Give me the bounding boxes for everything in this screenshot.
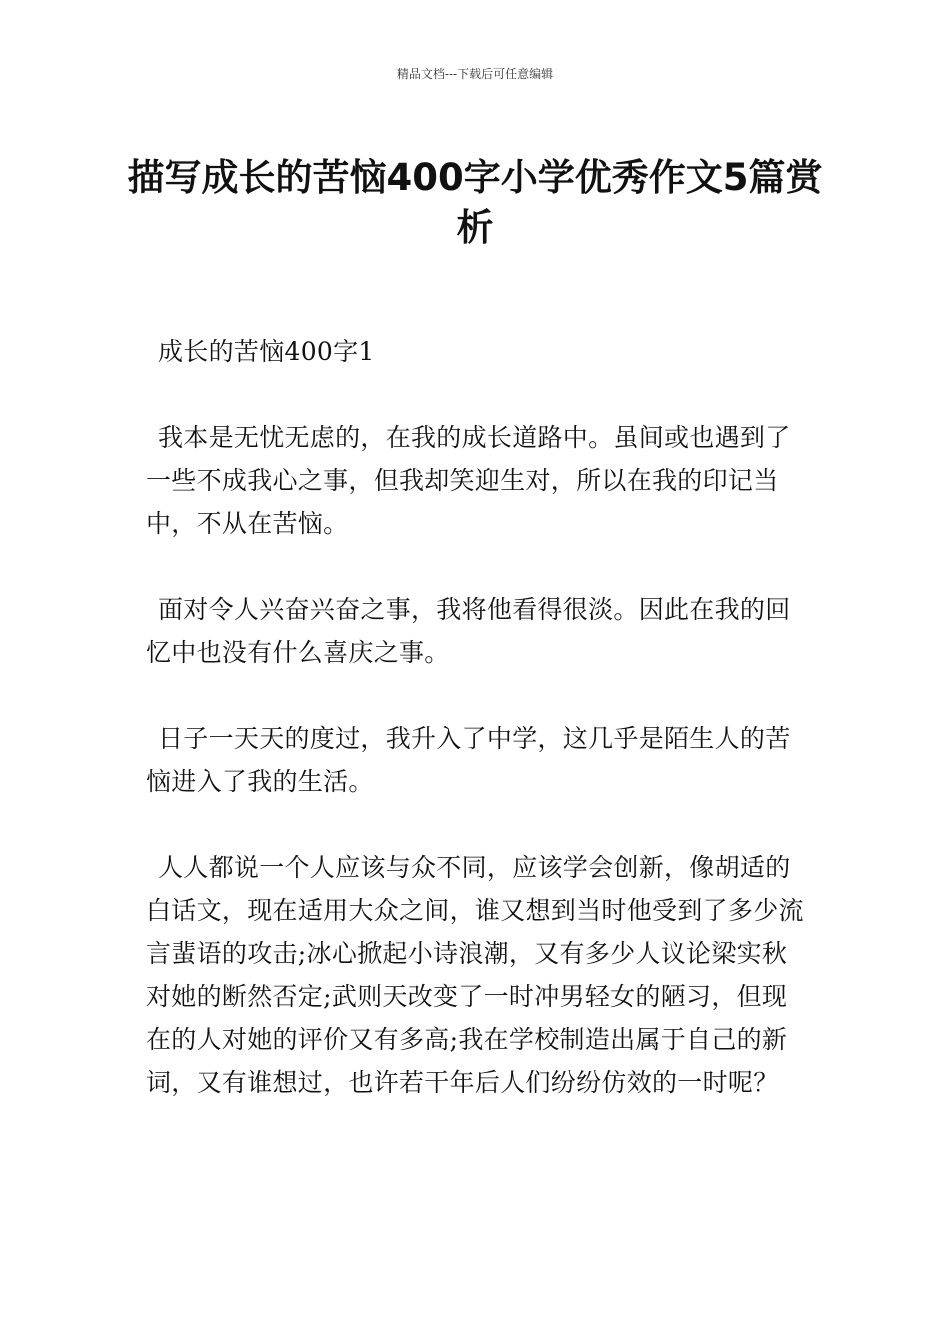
paragraph-1: 我本是无忧无虑的，在我的成长道路中。虽间或也遇到了一些不成我心之事，但我却笑迎生对，所以在我的印记当中，不从在苦恼。 bbox=[146, 423, 791, 538]
document-body bbox=[146, 330, 810, 1104]
header-note: 精品文档---下载后可任意编辑 bbox=[396, 67, 554, 81]
paragraph-4: 人人都说一个人应该与众不同，应该学会创新，像胡适的白话文，现在适用大众之间，谁又想到当时他受到了多少流言蜚语的攻击;冰心掀起小诗浪潮，又有多少人议论梁实秋对她的断然否定;武则天改变了一时冲男轻女的陋习，但现在的人对她的评价又有多高;我在学校制造出属于自己的新词，又有谁想过，也许若干年后人们纷纷仿效的一时呢？ bbox=[146, 853, 804, 1097]
paragraph-3: 日子一天天的度过，我升入了中学，这几乎是陌生人的苦恼进入了我的生活。 bbox=[146, 724, 791, 796]
section-heading: 成长的苦恼400字1 bbox=[158, 337, 375, 366]
page-title: 描写成长的苦恼400字小学优秀作文5篇赏析 bbox=[127, 155, 823, 249]
paragraph-2: 面对令人兴奋兴奋之事，我将他看得很淡。因此在我的回忆中也没有什么喜庆之事。 bbox=[146, 595, 791, 667]
